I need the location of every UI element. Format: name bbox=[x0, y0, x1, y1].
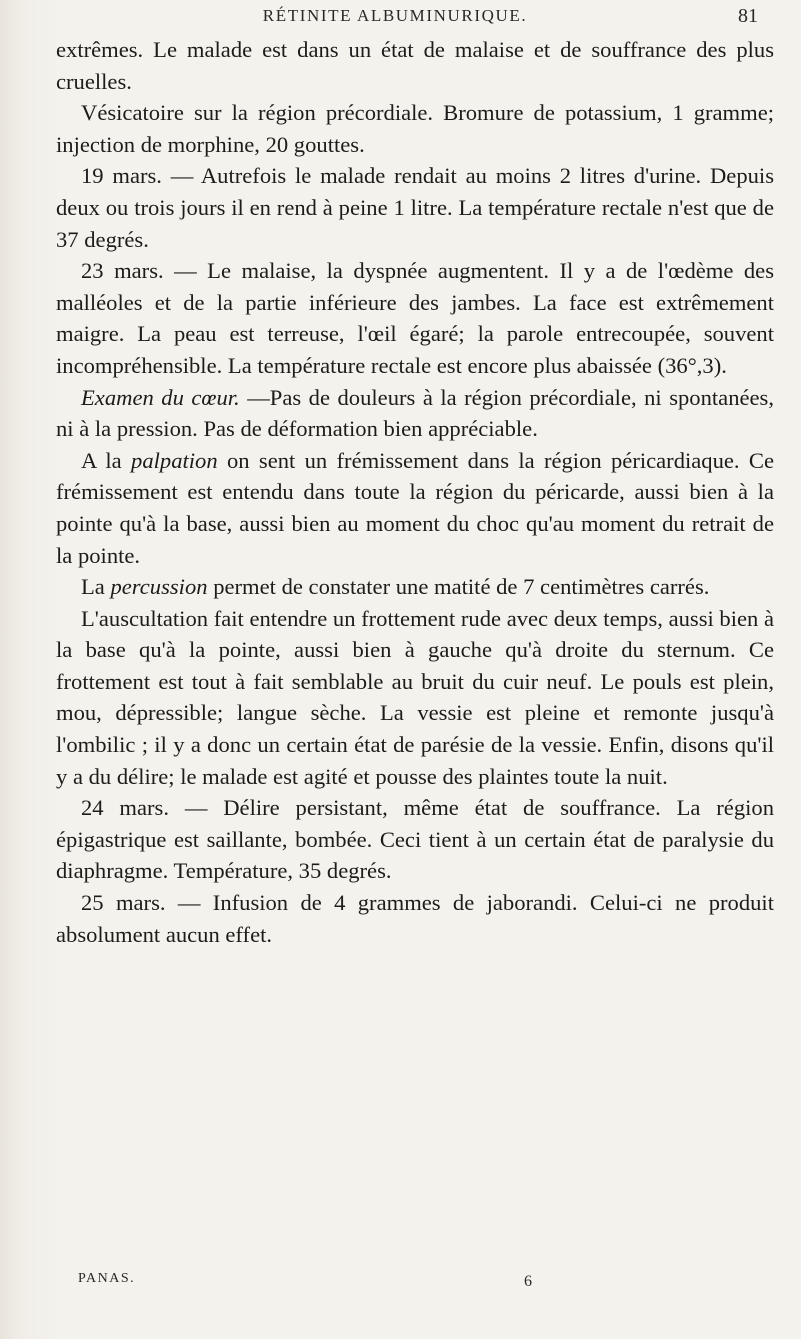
signature-mark: PANAS. bbox=[78, 1271, 136, 1286]
paragraph bbox=[56, 571, 774, 603]
paragraph bbox=[56, 792, 774, 887]
text-run: —Pas de douleurs à la région précordiale, ni spontanées, ni à la pression. Pas de déformation bien appréciable. bbox=[56, 384, 774, 442]
italic-term: percussion bbox=[110, 574, 208, 600]
paragraph bbox=[56, 603, 774, 793]
paragraph bbox=[56, 160, 774, 255]
page-number: 81 bbox=[738, 5, 758, 27]
text-run: La bbox=[81, 574, 111, 600]
page-header bbox=[70, 6, 770, 36]
text-run: A la bbox=[81, 447, 132, 473]
text-run: permet de constater une matité de 7 centimètres carrés. bbox=[207, 574, 710, 600]
text-run: extrêmes. Le malade est dans un état de malaise et de souffrance des plus cruelles. bbox=[56, 37, 774, 94]
paragraph bbox=[56, 34, 774, 97]
text-run: Vésicatoire sur la région précordiale. Bromure de potassium, 1 gramme; injection de morphine, 20 gouttes. bbox=[56, 100, 774, 157]
text-run: on sent un frémissement dans la région péricardiaque. Ce frémissement est entendu dans toute la région du péricarde, aussi bien à la pointe qu'à la base, aussi bien au moment du choc qu'au moment du retrait de la pointe. bbox=[56, 447, 774, 568]
paragraph bbox=[56, 887, 774, 950]
paragraph bbox=[56, 255, 774, 381]
text-run: 19 mars. — Autrefois le malade rendait au moins 2 litres d'urine. Depuis deux ou trois jours il en rend à peine 1 litre. La température rectale n'est que de 37 degrés. bbox=[56, 163, 774, 252]
italic-term: Examen du cœur. bbox=[81, 384, 240, 410]
paragraph bbox=[56, 382, 774, 445]
paragraph bbox=[56, 97, 774, 160]
paragraph bbox=[56, 445, 774, 571]
text-run: 25 mars. — Infusion de 4 grammes de jaborandi. Celui-ci ne produit absolument aucun effet. bbox=[56, 890, 774, 947]
italic-term: palpation bbox=[131, 447, 218, 473]
text-run: L'auscultation fait entendre un frottement rude avec deux temps, aussi bien à la base qu'à la pointe, aussi bien à gauche qu'à droite du sternum. Ce frottement est tout à fait semblable au bruit du cuir neuf. Le pouls est plein, mou, dépressible; langue sèche. La vessie est pleine et remonte jusqu'à l'ombilic ; il y a donc un certain état de parésie de la vessie. Enfin, disons qu'il y a du délire; le malade est agité et pousse des plaintes toute la nuit. bbox=[56, 605, 774, 789]
body-text bbox=[56, 34, 774, 950]
text-run: 23 mars. — Le malaise, la dyspnée augmentent. Il y a de l'œdème des malléoles et de la partie inférieure des jambes. La face est extrêmement maigre. La peau est terreuse, l'œil égaré; la parole entrecoupée, souvent incompréhensible. La température rectale est encore plus abaissée (36°,3). bbox=[56, 258, 774, 378]
running-title: RÉTINITE ALBUMINURIQUE. bbox=[262, 6, 528, 25]
text-run: 24 mars. — Délire persistant, même état de souffrance. La région épigastrique est saillante, bombée. Ceci tient à un certain état de paralysie du diaphragme. Température, 35 degrés. bbox=[56, 795, 774, 884]
page-footer bbox=[78, 1271, 758, 1295]
signature-number: 6 bbox=[524, 1273, 532, 1290]
